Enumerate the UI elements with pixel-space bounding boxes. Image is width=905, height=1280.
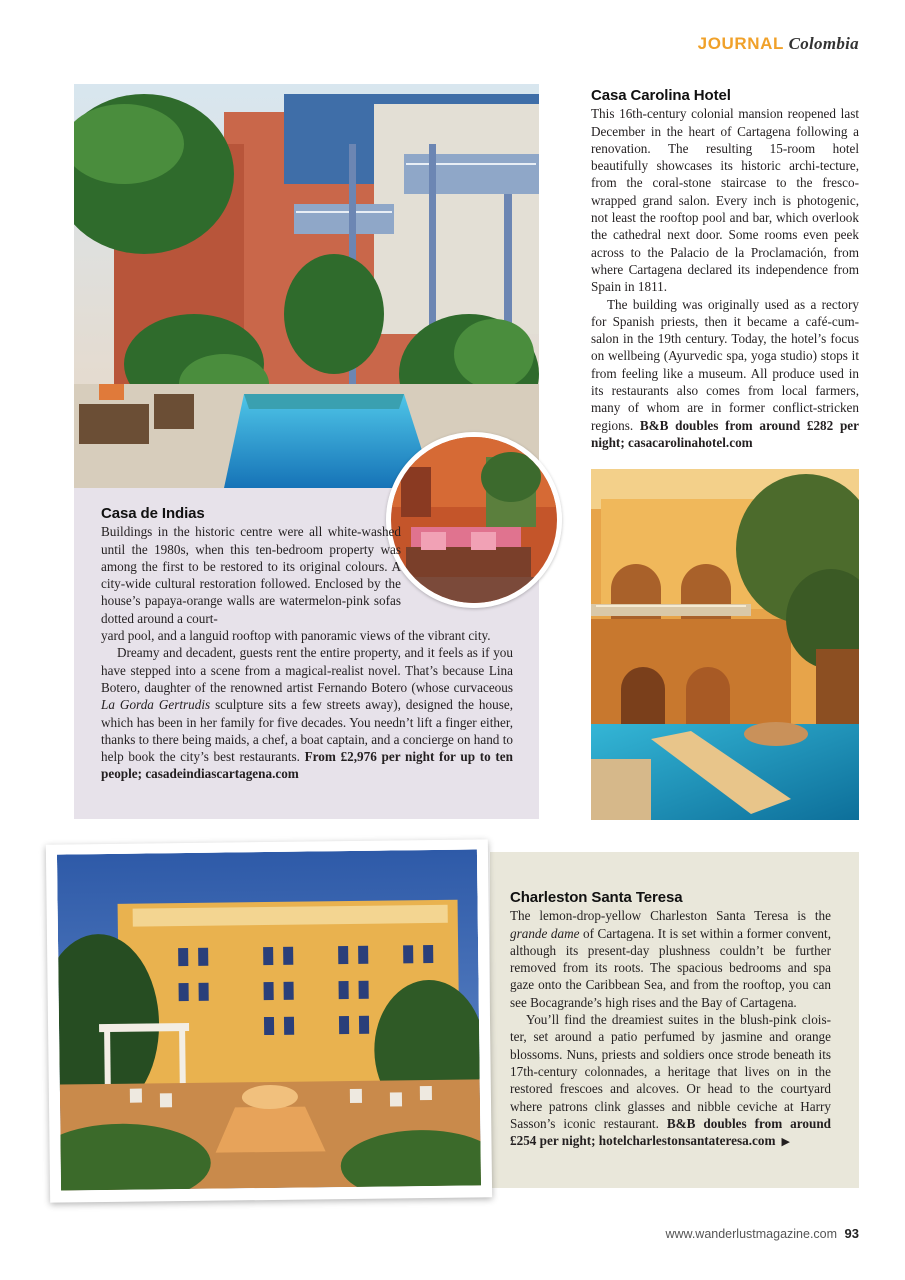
article-paragraph [101,644,513,782]
page-header [698,34,859,54]
emphasis-text: grande dame [510,925,580,941]
sculpture-title: La Gorda Gertrudis [101,697,211,713]
price-info: B&B doubles from around £254 per night; hotelcharlestonsantateresa.com [510,1115,831,1149]
article-charleston-santa-teresa [510,889,831,1150]
section-label: JOURNAL [697,34,785,53]
paragraph-text: Buildings in the historic centre were all white-washed until the 1980s, when this ten-bedroom property was among the first to be restored to its original colours. A city-wide cultural restoration followed. Enclosed by the house’s papaya-orange walls are watermelon-pink sofas dotted around a court- [101,524,401,626]
paragraph-text: yard pool, and a languid rooftop with panoramic views of the vibrant city. [101,628,491,644]
article-title: Casa de Indias [101,505,205,522]
page-number: 93 [844,1226,859,1241]
paragraph-text: You’ll find the dreamiest suites in the blush-pink clois-ter, set around a patio perfumed by jasmine and orange blossoms. Nuns, priests and soldiers once strode beneath its 17th-century colonnades, a heritage that lives on in the restored frescoes and alcoves. Or head to the courtyard where patrons clink glasses and nibble ceviche at Harry Sasson’s iconic restaurant. [510,1012,831,1131]
article-paragraph [510,1011,831,1150]
price-info: B&B doubles from around £282 per night; casacarolinahotel.com [591,417,859,450]
footer-url: www.wanderlustmagazine.com [665,1227,838,1241]
page-footer [665,1226,859,1241]
article-casa-de-indias [101,505,513,783]
article-title: Casa Carolina Hotel [591,87,731,104]
article-paragraph: This 16th-century colonial mansion reopened last December in the heart of Cartagena following a renovation. The resulting 15-room hotel beautifully showcases its historic archi-tecture, from the coral-stone staircase to the fresco-wrapped grand salon. Every inch is photogenic, not least the rooftop pool and bar, which overlook the cathedral next door. Some rooms even peek across to the Palacio de la Proclamación, from where Cartagena declared its independence from Spain in 1811. [591,106,859,295]
article-paragraph [591,296,859,452]
article-title: Charleston Santa Teresa [510,889,683,906]
paragraph-text: The lemon-drop-yellow Charleston Santa Teresa is the [510,908,831,924]
price-info: From £2,976 per night for up to ten people; casadeindiascartagena.com [101,749,513,782]
article-paragraph [510,907,831,1011]
country-label: Colombia [788,34,859,53]
triangle-right-icon: ▶ [781,1135,790,1149]
article-casa-carolina [591,87,859,451]
casa-de-indias-courtyard-photo [74,84,539,488]
paragraph-text: Dreamy and decadent, guests rent the entire property, and it feels as if you have stepped into a scene from a magical-realist novel. That’s because Lina Botero, daughter of the renowned artist Fernando Botero (whose curvaceous [101,645,513,695]
casa-carolina-pool-photo [591,469,859,820]
paragraph-text: The building was originally used as a rectory for Spanish priests, then it became a café-cum-salon in the 19th century. Today, the hotel’s focus on wellbeing (Ayurvedic spa, yoga studio) stops it from feeling like a museum. All produce used in its restaurants also comes from local farmers, many of whom are in former conflict-stricken regions. [591,296,859,433]
paragraph-text: sculpture sits a few streets away), designed the house, which has been in her family for five decades. You needn’t lift a finger either, thanks to there being maids, a chef, a boat captain, and a concierge on hand to help book the city’s best restaurants. [101,697,513,765]
article-paragraph [101,523,513,644]
charleston-santa-teresa-photo [46,839,492,1202]
paragraph-text: of Cartagena. It is set within a former convent, although its present-day plushness couldn’t be further removed from its roots. The spacious bedrooms and spa gaze onto the Caribbean Sea, and from the rooftop, you can see Bocagrande’s high rises and the Bay of Cartagena. [510,925,831,1010]
